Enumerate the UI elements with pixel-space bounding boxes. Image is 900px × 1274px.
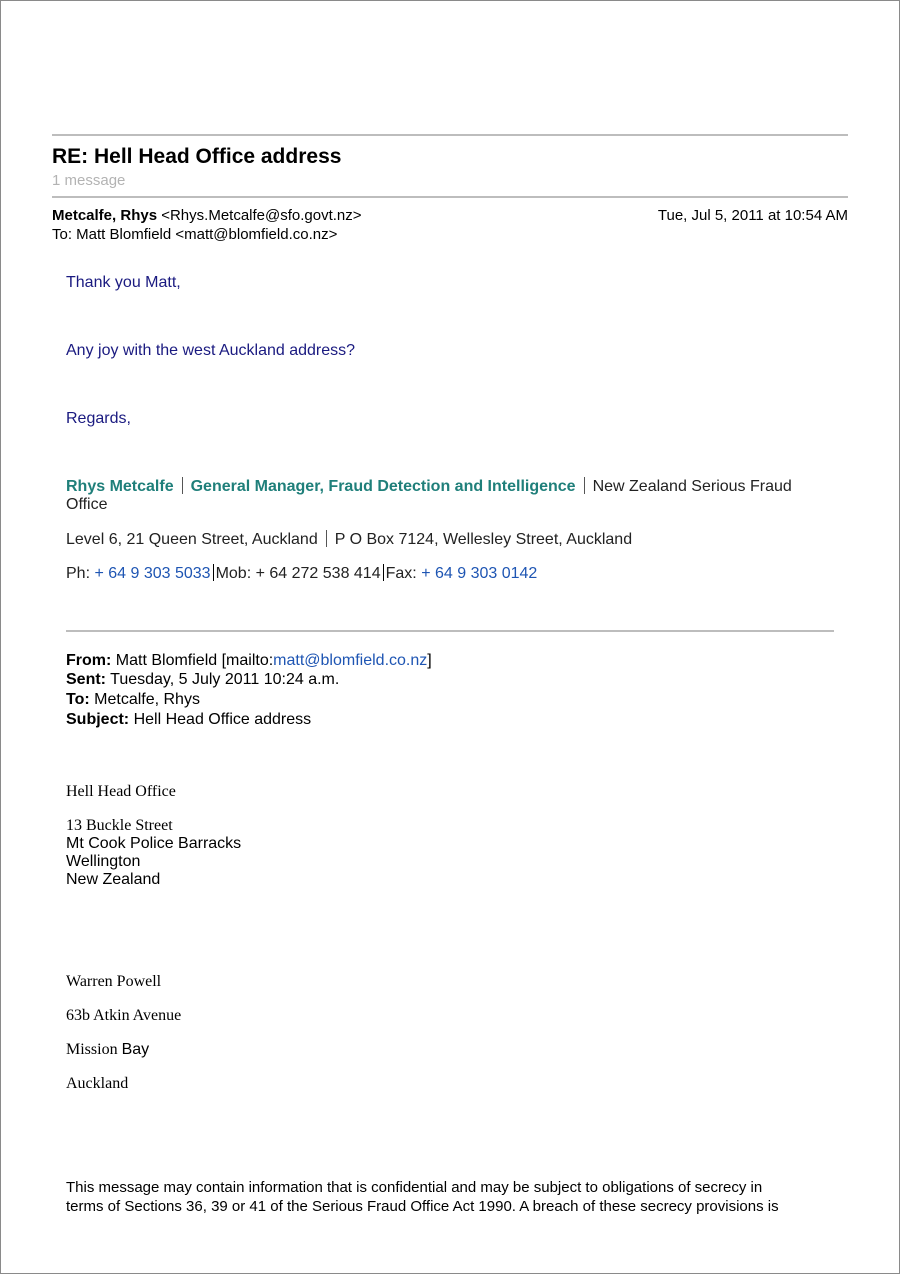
address-line-1: Hell Head Office	[66, 783, 176, 800]
address-line-4: Wellington	[66, 853, 141, 870]
signature-org: New Zealand Serious Fraud	[592, 478, 792, 495]
signature-org-cont: Office	[66, 496, 108, 513]
sent-value: Tuesday, 5 July 2011 10:24 a.m.	[110, 671, 340, 688]
disclaimer-line-1: This message may contain information that is confidential and may be subject to obligations of secrecy in	[66, 1179, 763, 1196]
closing: Regards,	[66, 410, 131, 427]
signature-contacts	[66, 564, 537, 583]
disclaimer-line-2: terms of Sections 36, 39 or 41 of the Serious Fraud Office Act 1990. A breach of these secrecy provisions is	[66, 1198, 779, 1215]
address-line-5: New Zealand	[66, 871, 161, 888]
phone-label: Ph:	[66, 565, 91, 582]
person-street: 63b Atkin Avenue	[66, 1007, 182, 1024]
subject-rule	[52, 196, 848, 198]
message-sender[interactable]	[52, 207, 362, 224]
address-line-3: Mt Cook Police Barracks	[66, 835, 242, 852]
address-line-2: 13 Buckle Street	[66, 817, 173, 834]
sender-email: <Rhys.Metcalfe@sfo.govt.nz>	[161, 207, 362, 224]
top-rule	[52, 134, 848, 136]
quoted-to	[66, 690, 200, 710]
address-pobox: P O Box 7124, Wellesley Street, Auckland	[334, 531, 633, 548]
greeting: Thank you Matt,	[66, 274, 181, 291]
signature-line	[66, 477, 792, 496]
sent-label: Sent:	[66, 671, 106, 688]
suburb-part-a: Mission	[66, 1041, 118, 1058]
thread-subject: RE: Hell Head Office address	[52, 145, 342, 168]
recipient-line: To: Matt Blomfield <matt@blomfield.co.nz>	[52, 226, 338, 243]
address-street: Level 6, 21 Queen Street, Auckland	[66, 531, 318, 548]
person-name: Warren Powell	[66, 973, 162, 990]
sender-name: Metcalfe, Rhys	[52, 207, 158, 224]
quoted-from	[66, 651, 432, 671]
divider	[584, 477, 585, 494]
phone-link[interactable]: + 64 9 303 5033	[94, 565, 211, 582]
person-city: Auckland	[66, 1075, 129, 1092]
signature-address	[66, 530, 632, 549]
question: Any joy with the west Auckland address?	[66, 342, 356, 359]
to-value: Metcalfe, Rhys	[94, 691, 200, 708]
to-label: To:	[66, 691, 90, 708]
person-suburb	[66, 1041, 149, 1059]
mailto-link[interactable]: matt@blomfield.co.nz	[273, 652, 428, 669]
quoted-subject	[66, 710, 311, 730]
message-count: 1 message	[52, 172, 126, 189]
divider	[182, 477, 183, 494]
subject-value: Hell Head Office address	[133, 711, 312, 728]
from-label: From:	[66, 652, 112, 669]
quoted-sent	[66, 670, 339, 690]
from-value: Matt Blomfield [mailto:	[115, 652, 274, 669]
quote-rule	[66, 630, 834, 632]
subject-label: Subject:	[66, 711, 130, 728]
fax-link[interactable]: + 64 9 303 0142	[421, 565, 538, 582]
fax-label: Fax:	[385, 565, 417, 582]
message-date: Tue, Jul 5, 2011 at 10:54 AM	[657, 207, 848, 224]
divider	[213, 564, 214, 581]
signature-title: General Manager, Fraud Detection and Intelligence	[190, 478, 576, 495]
from-close: ]	[427, 652, 432, 669]
divider	[326, 530, 327, 547]
suburb-part-b: Bay	[121, 1041, 150, 1058]
divider	[383, 564, 384, 581]
signature-name: Rhys Metcalfe	[66, 478, 174, 495]
mobile: Mob: + 64 272 538 414	[215, 565, 381, 582]
